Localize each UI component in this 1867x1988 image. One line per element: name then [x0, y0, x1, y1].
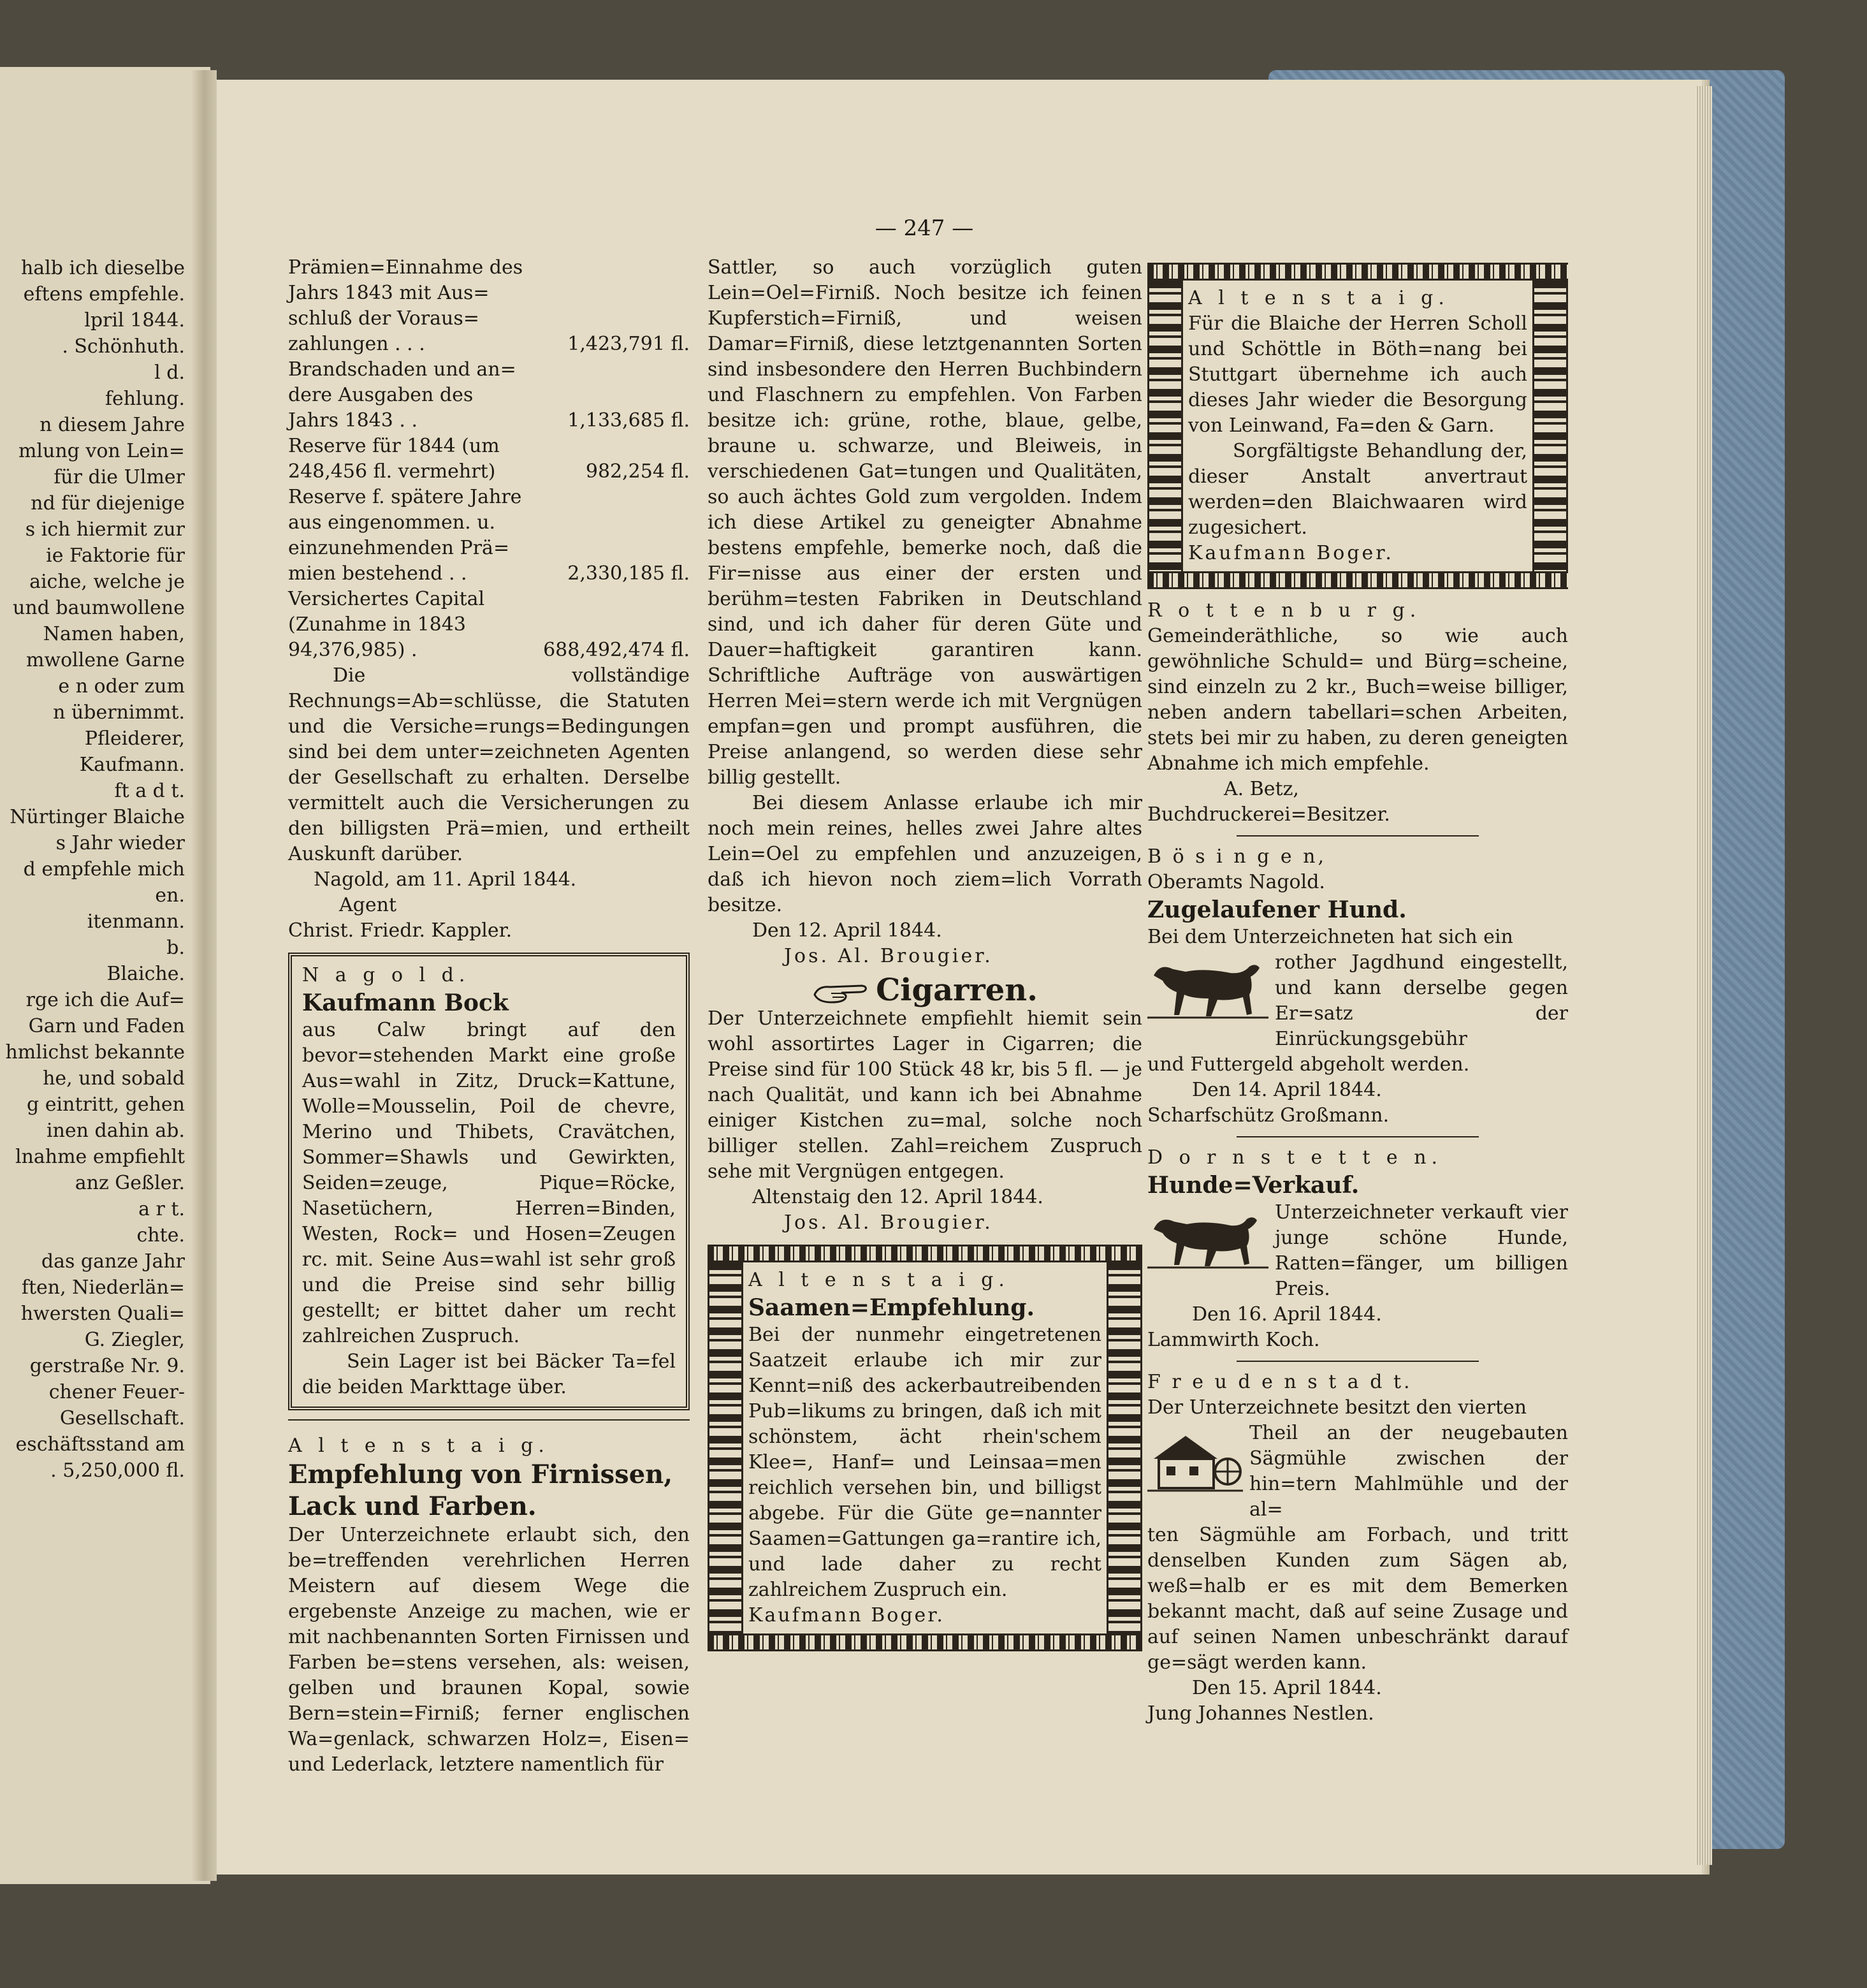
- left-fragment-line: ft a d t.: [114, 780, 185, 802]
- left-fragment-line: itenmann.: [87, 910, 185, 933]
- divider: [1237, 835, 1479, 837]
- ornament-border-right: [1532, 281, 1568, 571]
- left-fragment-line: n diesem Jahre: [40, 414, 185, 436]
- left-fragment-line: Nürtinger Blaiche: [10, 806, 185, 828]
- table-value: [543, 587, 690, 612]
- left-fragment-line: e n oder zum: [58, 675, 185, 698]
- left-fragment-line: Garn und Faden: [28, 1015, 185, 1037]
- table-label: einzunehmenden Prä=: [288, 537, 510, 559]
- left-fragment-line: a r t.: [138, 1198, 185, 1220]
- column-3: [1147, 263, 1568, 1727]
- dog-icon: [1147, 1200, 1268, 1276]
- divider: [1237, 1136, 1479, 1137]
- table-row: [288, 255, 690, 281]
- cigar-text: Der Unterzeichnete empfiehlt hiemit sein wohl assortirtes Lager in Cigarren; die Preise sind für 100 Stück 48 kr, bis 5 fl. — je nach Qualität, und kann ich bei Abnahme einiger Kistchen zu=mal, solche noch billiger stellen. Zahl=reichem Zuspruch sehe mit Vergnügen entgegen.: [708, 1007, 1142, 1183]
- ornament-border-right: [1107, 1262, 1142, 1634]
- bock-ad-box: [288, 953, 690, 1410]
- left-fragment-line: b.: [166, 937, 185, 959]
- table-value: 1,133,685 fl.: [567, 409, 690, 432]
- bock-text-2: Sein Lager ist bei Bäcker Ta=fel die beiden Markttage über.: [302, 1350, 676, 1398]
- hunde-text: Unterzeichneter verkauft vier junge schöne Hunde, Ratten=fänger, um billigen Preis.: [1275, 1201, 1568, 1300]
- left-fragment-line: g eintritt, gehen: [27, 1093, 185, 1116]
- table-label: Brandschaden und an=: [288, 358, 516, 381]
- table-row: [288, 561, 690, 587]
- leinoel-paragraph: Bei diesem Anlasse erlaube ich mir noch mein reines, helles zwei Jahre altes Lein=Oel zu empfehlen und anzuzeigen, daß ich hievon noch ziem=lich Vorrath besitze.: [708, 792, 1142, 916]
- table-label: dere Ausgaben des: [288, 384, 474, 406]
- saamen-signer: Kaufmann Boger.: [748, 1604, 945, 1626]
- blaiche-text: Für die Blaiche der Herren Scholl und Schöttle in Böth=nang bei Stuttgart übernehme ich auch dieses Jahr wieder die Besorgung von Leinwand, Fa=den & Garn.: [1188, 312, 1527, 437]
- table-row: [288, 638, 690, 663]
- table-label: Jahrs 1843 . .: [288, 409, 418, 432]
- left-fragment-line: Kaufmann.: [79, 754, 185, 776]
- insurance-signer: Christ. Friedr. Kappler.: [288, 919, 512, 942]
- left-fragment-line: hwersten Quali=: [20, 1303, 185, 1325]
- left-fragment-line: eftens empfehle.: [23, 283, 185, 305]
- hunting-dog-icon: [1147, 950, 1268, 1027]
- ornament-border-bottom: [1147, 571, 1568, 589]
- left-fragment-column: [0, 255, 185, 1484]
- left-fragment-line: und baumwollene: [13, 597, 185, 619]
- left-fragment-line: s ich hiermit zur: [25, 518, 185, 541]
- blaiche-signer: Kaufmann Boger.: [1188, 542, 1394, 564]
- dog-text-1: Bei dem Unterzeichneten hat sich ein: [1147, 926, 1513, 948]
- table-label: Reserve für 1844 (um: [288, 435, 500, 457]
- dornstetten-place: D o r n s t e t t e n.: [1147, 1146, 1443, 1169]
- cigar-title: Cigarren.: [876, 972, 1038, 1008]
- firnis-continued: Sattler, so auch vorzüglich guten Lein=Oel=Firniß. Noch besitze ich feinen Kupferstich=Firniß, und weisen Damar=Firniß, diese letztgenannten Sorten sind insbesondere den Herren Buchbindern und Flaschnern zu empfehlen. Von Farben besitze ich: grüne, rothe, blaue, gelbe, braune u. schwarze, und Bleiweis, in verschiedenen Gat=tungen und Qualitäten, so auch ächtes Gold zum vergolden. Indem ich diese Artikel zu geneigter Abnahme bestens empfehle, bemerke noch, daß die Fir=nisse aus einer der ersten und berühm=testen Fabriken in Deutschland sind, und ich daher für deren Güte und Dauer=haftigkeit garantiren kann. Schriftliche Aufträge von auswärtigen Herren Mei=stern werde ich mit Vergnügen empfan=gen und prompt ausführen, die Preise anlangend, so werden diese sehr billig gestellt.: [708, 256, 1142, 789]
- left-fragment-line: rge ich die Auf=: [25, 989, 185, 1011]
- table-value: [543, 306, 690, 332]
- ornament-border-left: [1147, 281, 1183, 571]
- dog-signer: Scharfschütz Großmann.: [1147, 1104, 1390, 1127]
- leinoel-date: Den 12. April 1844.: [752, 919, 942, 942]
- firnis-title-1: Empfehlung von Firnissen,: [288, 1459, 673, 1489]
- hunde-block: [1147, 1200, 1568, 1302]
- saamen-ad-body: [708, 1262, 1142, 1634]
- table-value: [543, 281, 690, 306]
- left-fragment-line: . Schönhuth.: [62, 335, 185, 358]
- table-value: 982,254 fl.: [585, 460, 690, 483]
- left-fragment-line: inen dahin ab.: [46, 1120, 185, 1142]
- table-row: [288, 510, 690, 536]
- table-row: [288, 587, 690, 612]
- table-row: [288, 281, 690, 306]
- left-fragment-line: chte.: [136, 1224, 185, 1246]
- left-fragment-line: l d.: [154, 362, 185, 384]
- muehle-text-2: Theil an der neugebauten Sägmühle zwischen der hin=tern Mahlmühle und der al=: [1249, 1422, 1568, 1521]
- saamen-ad-box: [708, 1245, 1142, 1651]
- table-value: 688,492,474 fl.: [543, 639, 690, 661]
- saamen-text: Bei der nunmehr eingetretenen Saatzeit erlaube ich mir zur Kennt=niß des ackerbautreibenden Pub=likums zu bringen, daß ich mit schönstem, ächt rhein'schem Klee=, Hanf= und Leinsaa=men reichlich versehen bin, und billigst abgebe. Für die Güte ge=nannter Saamen=Gattungen ga=rantire ich, und lade daher zu recht zahlreichem Zuspruch ein.: [748, 1324, 1101, 1601]
- left-fragment-line: Blaiche.: [106, 963, 185, 985]
- blaiche-ad-body: [1147, 281, 1568, 571]
- left-fragment-line: halb ich dieselbe: [20, 257, 185, 279]
- leinoel-signer: Jos. Al. Brougier.: [784, 945, 993, 967]
- muehle-date: Den 15. April 1844.: [1192, 1677, 1382, 1699]
- ornament-border-left: [708, 1262, 743, 1634]
- table-label: schluß der Voraus=: [288, 307, 479, 330]
- table-value: [543, 510, 690, 536]
- left-fragment-line: lnahme empfiehlt: [15, 1146, 185, 1168]
- column-2: [708, 255, 1142, 1651]
- blaiche-place: A l t e n s t a i g.: [1188, 287, 1449, 309]
- insurance-paragraph: Die vollständige Rechnungs=Ab=schlüsse, die Statuten und die Versiche=rungs=Bedingungen sind bei dem unter=zeichneten Agenten der Gesellschaft zu erhalten. Derselbe vermittelt auch die Versicherungen zu den billigsten Prä=mien, und ertheilt Auskunft darüber.: [288, 664, 690, 865]
- table-row: [288, 408, 690, 434]
- table-value: [543, 485, 690, 510]
- table-label: Reserve f. spätere Jahre: [288, 486, 522, 508]
- table-label: aus eingenommen. u.: [288, 511, 496, 534]
- pointing-hand-icon: [812, 976, 869, 1005]
- divider: [1237, 1361, 1479, 1362]
- mill-house-icon: [1147, 1421, 1243, 1497]
- muehle-text-1: Der Unterzeichnete besitzt den vierten: [1147, 1396, 1527, 1419]
- left-fragment-line: mwollene Garne: [25, 649, 185, 671]
- muehle-text-3: ten Sägmühle am Forbach, und tritt denselben Kunden zum Sägen ab, weß=halb er es mit dem Bemerken bekannt macht, daß auf seine Zusage und auf seinen Namen unbeschränkt darauf ge=sägt werden kann.: [1147, 1524, 1568, 1674]
- cigar-signer: Jos. Al. Brougier.: [784, 1211, 993, 1234]
- page-number: — 247 —: [875, 216, 974, 241]
- left-fragment-line: aiche, welche je: [29, 571, 185, 593]
- divider: [288, 1419, 690, 1421]
- table-value: [543, 536, 690, 561]
- table-row: [288, 612, 690, 638]
- muehle-signer: Jung Johannes Nestlen.: [1147, 1702, 1374, 1725]
- table-value: [543, 612, 690, 638]
- left-fragment-line: das ganze Jahr: [41, 1250, 185, 1273]
- table-value: [543, 383, 690, 408]
- bock-title: Kaufmann Bock: [302, 990, 509, 1016]
- left-fragment-line: chener Feuer-: [48, 1381, 185, 1403]
- left-fragment-line: d empfehle mich: [23, 858, 185, 881]
- table-row: [288, 485, 690, 510]
- table-value: 1,423,791 fl.: [567, 333, 690, 355]
- boesingen-place: B ö s i n g e n,: [1147, 845, 1326, 868]
- left-fragment-line: G. Ziegler,: [84, 1329, 185, 1351]
- dog-text-3: und Futtergeld abgeholt werden.: [1147, 1053, 1470, 1076]
- insurance-table: [288, 255, 690, 663]
- rottenburg-place: R o t t e n b u r g.: [1147, 599, 1421, 622]
- ornament-border-top: [708, 1245, 1142, 1262]
- freudenstadt-place: F r e u d e n s t a d t.: [1147, 1371, 1413, 1393]
- dog-title: Zugelaufener Hund.: [1147, 896, 1407, 923]
- firnis-text: Der Unterzeichnete erlaubt sich, den be=treffenden verehrlichen Herren Meistern auf diesem Wege die ergebenste Anzeige zu machen, wie er mit nachbenannten Sorten Firnissen und Farben be=stens versehen, als: weisen, gelben und braunen Kopal, sowie Bern=stein=Firniß; ferner englischen Wa=genlack, schwarzen Holz=, Eisen= und Lederlack, letztere namentlich für: [288, 1524, 690, 1776]
- left-fragment-line: ften, Niederlän=: [21, 1276, 185, 1299]
- blaiche-text-2: Sorgfältigste Behandlung der, dieser Anstalt anvertraut werden=den Blaichwaaren wird zugesichert.: [1188, 440, 1527, 539]
- left-fragment-line: n übernimmt.: [53, 701, 185, 724]
- table-value: [543, 434, 690, 459]
- table-value: [543, 255, 690, 281]
- ornament-border-bottom: [708, 1634, 1142, 1651]
- dog-date: Den 14. April 1844.: [1192, 1079, 1382, 1101]
- table-label: zahlungen . . .: [288, 333, 425, 355]
- ornament-border-top: [1147, 263, 1568, 281]
- table-value: 2,330,185 fl.: [567, 562, 690, 585]
- left-fragment-line: en.: [155, 884, 185, 907]
- left-fragment-line: Namen haben,: [43, 623, 185, 645]
- table-label: Jahrs 1843 mit Aus=: [288, 282, 490, 304]
- table-label: Prämien=Einnahme des: [288, 256, 523, 279]
- blaiche-ad-box: [1147, 263, 1568, 589]
- table-label: mien bestehend . .: [288, 562, 467, 585]
- table-row: [288, 306, 690, 332]
- bock-text: aus Calw bringt auf den bevor=stehenden Markt eine große Aus=wahl in Zitz, Druck=Kattune, Wolle=Mousselin, Poil de chevre, Merino und Thibets, Cravätchen, Sommer=Shawls und Gewirkten, Seiden=zeuge, Pique=Röcke, Nasetüchern, Herren=Binden, Westen, Rock= und Hosen=Zeugen rc. mit. Seine Aus=wahl ist sehr groß und die Preise sind sehr billig gestellt; er bittet daher um recht zahlreichen Zuspruch.: [302, 1019, 676, 1347]
- left-fragment-line: s Jahr wieder: [55, 832, 185, 854]
- left-fragment-line: ie Faktorie für: [46, 545, 185, 567]
- left-fragment-line: hmlichst bekannte: [5, 1041, 185, 1063]
- hunde-title: Hunde=Verkauf.: [1147, 1172, 1360, 1199]
- left-fragment-line: mlung von Lein=: [18, 440, 185, 462]
- table-label: (Zunahme in 1843: [288, 613, 466, 636]
- table-row: [288, 332, 690, 357]
- rottenburg-signer-2: Buchdruckerei=Besitzer.: [1147, 803, 1390, 826]
- saamen-title: Saamen=Empfehlung.: [748, 1294, 1035, 1321]
- left-fragment-line: Pfleiderer,: [84, 727, 185, 750]
- cigar-date: Altenstaig den 12. April 1844.: [752, 1186, 1043, 1208]
- left-fragment-lines: [0, 255, 185, 1484]
- left-fragment-line: lpril 1844.: [84, 309, 185, 332]
- boesingen-place-2: Oberamts Nagold.: [1147, 871, 1325, 893]
- book-gutter: [191, 70, 217, 1881]
- dog-text-2: rother Jagdhund eingestellt, und kann derselbe gegen Er=satz der Einrückungsgebühr: [1275, 951, 1568, 1050]
- left-fragment-line: anz Geßler.: [75, 1172, 185, 1194]
- hunde-date: Den 16. April 1844.: [1192, 1303, 1382, 1326]
- cigar-heading: [708, 974, 1142, 1006]
- dog-block: [1147, 950, 1568, 1052]
- bock-place: N a g o l d.: [302, 964, 470, 986]
- firnis-place: A l t e n s t a i g.: [288, 1435, 549, 1457]
- rottenburg-text: Gemeinderäthliche, so wie auch gewöhnliche Schuld= und Bürg=scheine, sind einzeln zu 2 kr., Buch=weise billiger, neben andern tabellari=schen Arbeiten, stets bei mir zu haben, zu deren geneigten Abnahme ich mich empfehle.: [1147, 625, 1568, 775]
- left-fragment-line: für die Ulmer: [54, 466, 185, 488]
- firnis-title-2: Lack und Farben.: [288, 1491, 537, 1521]
- table-row: [288, 383, 690, 408]
- table-label: 94,376,985) .: [288, 639, 418, 661]
- table-label: 248,456 fl. vermehrt): [288, 460, 496, 483]
- left-fragment-line: gerstraße Nr. 9.: [29, 1355, 185, 1377]
- left-fragment-line: . 5,250,000 fl.: [50, 1459, 185, 1482]
- insurance-agent: Agent: [339, 894, 396, 916]
- left-fragment-line: eschäftsstand am: [15, 1433, 185, 1456]
- hunde-signer: Lammwirth Koch.: [1147, 1329, 1320, 1351]
- left-fragment-line: Gesellschaft.: [59, 1407, 185, 1429]
- table-row: [288, 434, 690, 459]
- rottenburg-signer: A. Betz,: [1224, 778, 1299, 800]
- table-row: [288, 536, 690, 561]
- table-row: [288, 357, 690, 383]
- left-fragment-line: fehlung.: [105, 388, 185, 410]
- table-value: [543, 357, 690, 383]
- insurance-date: Nagold, am 11. April 1844.: [314, 868, 577, 891]
- left-fragment-line: nd für diejenige: [31, 492, 185, 515]
- table-label: Versichertes Capital: [288, 588, 485, 610]
- page-edges: [1696, 86, 1712, 1865]
- column-1: [288, 255, 690, 1778]
- table-row: [288, 459, 690, 485]
- muehle-block: [1147, 1421, 1568, 1523]
- saamen-place: A l t e n s t a i g.: [748, 1269, 1010, 1291]
- left-fragment-line: he, und sobald: [43, 1067, 185, 1090]
